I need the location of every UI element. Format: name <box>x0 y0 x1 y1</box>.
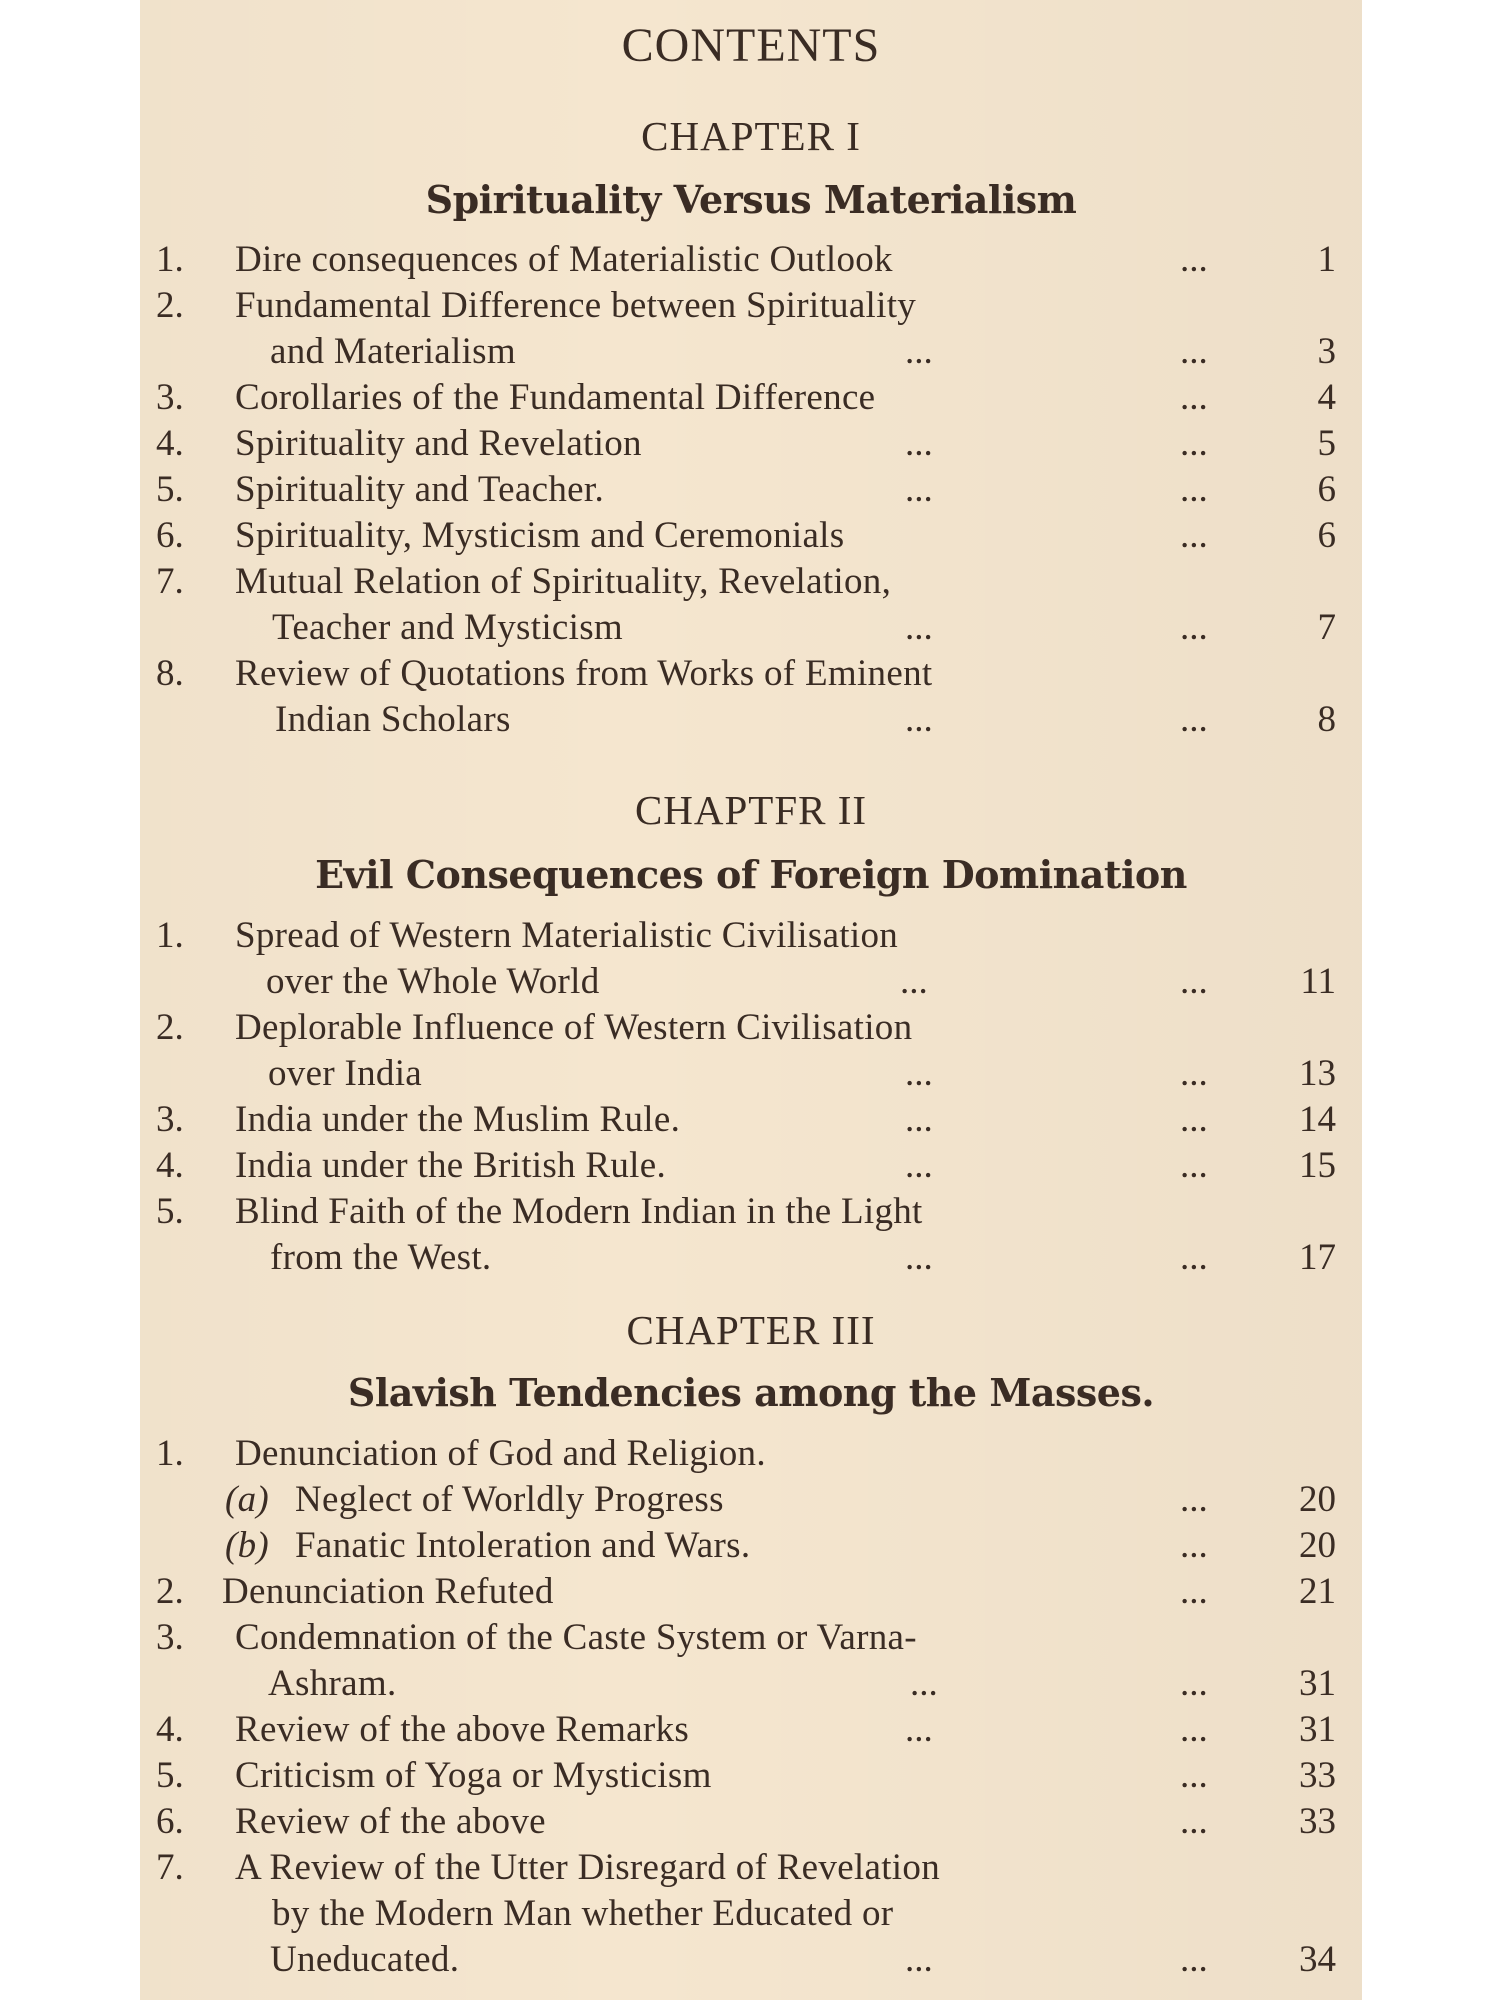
leader-dots: ... <box>1180 1801 1208 1842</box>
entry-number: 3. <box>156 1099 184 1140</box>
toc-entry <box>140 652 1362 696</box>
subentry-label: (b) <box>225 1525 270 1566</box>
entry-title: Mutual Relation of Spirituality, Revelation, <box>235 561 892 602</box>
entry-title: Spirituality and Teacher. <box>235 469 604 510</box>
entry-title: Condemnation of the Caste System or Varna- <box>235 1617 917 1658</box>
entry-number: 7. <box>156 1847 184 1888</box>
leader-dots: ... <box>1180 239 1208 280</box>
page-number: 21 <box>1299 1571 1336 1612</box>
toc-entry <box>140 1432 1362 1476</box>
entry-title: Denunciation Refuted <box>222 1571 554 1612</box>
leader-dots: ... <box>1180 423 1208 464</box>
page-number: 31 <box>1299 1663 1336 1704</box>
leader-dots: ... <box>1180 699 1208 740</box>
entry-number: 3. <box>156 1617 184 1658</box>
leader-dots: ... <box>905 1145 933 1186</box>
page-number: 3 <box>1317 331 1336 372</box>
entry-number: 6. <box>156 1801 184 1842</box>
entry-title: Fundamental Difference between Spirituality <box>235 285 917 326</box>
entry-title: Ashram. <box>268 1663 397 1704</box>
toc-entry-continuation <box>140 1236 1362 1280</box>
page-number: 20 <box>1299 1525 1336 1566</box>
entry-title: India under the British Rule. <box>235 1145 667 1186</box>
leader-dots: ... <box>1180 1525 1208 1566</box>
leader-dots: ... <box>905 469 933 510</box>
toc-entry <box>140 468 1362 512</box>
leader-dots: ... <box>905 1053 933 1094</box>
entry-title: Uneducated. <box>270 1939 460 1980</box>
entry-title: Review of the above <box>235 1801 546 1842</box>
entry-title: A Review of the Utter Disregard of Revelation <box>235 1847 940 1888</box>
toc-subentry <box>140 1524 1362 1568</box>
toc-entry-continuation <box>140 1052 1362 1096</box>
toc-subentry <box>140 1478 1362 1522</box>
leader-dots: ... <box>900 961 928 1002</box>
entry-number: 5. <box>156 469 184 510</box>
page-number: 31 <box>1299 1709 1336 1750</box>
entry-number: 4. <box>156 1709 184 1750</box>
entry-title: Dire consequences of Materialistic Outlook <box>235 239 893 280</box>
toc-entry <box>140 560 1362 604</box>
entry-title: over India <box>268 1053 423 1094</box>
page-number: 13 <box>1299 1053 1336 1094</box>
leader-dots: ... <box>1180 1571 1208 1612</box>
chapter-subtitle: Evil Consequences of Foreign Domination <box>315 852 1187 897</box>
subentry-label: (a) <box>225 1479 270 1520</box>
toc-entry <box>140 914 1362 958</box>
chapter-heading: CHAPTER III <box>626 1307 876 1353</box>
entry-number: 4. <box>156 423 184 464</box>
entry-number: 7. <box>156 561 184 602</box>
entry-title: Spread of Western Materialistic Civilisation <box>235 915 899 956</box>
toc-entry <box>140 1754 1362 1798</box>
page-number: 5 <box>1317 423 1336 464</box>
entry-title: Review of Quotations from Works of Eminent <box>235 653 933 694</box>
leader-dots: ... <box>1180 331 1208 372</box>
entry-title: Spirituality and Revelation <box>235 423 642 464</box>
entry-number: 3. <box>156 377 184 418</box>
entry-title: by the Modern Man whether Educated or <box>272 1893 894 1934</box>
toc-entry <box>140 1616 1362 1660</box>
entry-number: 2. <box>156 285 184 326</box>
entry-title: from the West. <box>270 1237 492 1278</box>
entry-number: 4. <box>156 1145 184 1186</box>
leader-dots: ... <box>1180 1145 1208 1186</box>
leader-dots: ... <box>905 607 933 648</box>
toc-entry <box>140 1846 1362 1890</box>
leader-dots: ... <box>905 699 933 740</box>
toc-entry <box>140 1570 1362 1614</box>
toc-entry <box>140 422 1362 466</box>
entry-title: Fanatic Intoleration and Wars. <box>295 1525 751 1566</box>
page-number: 6 <box>1317 469 1336 510</box>
toc-entry <box>140 514 1362 558</box>
leader-dots: ... <box>905 1709 933 1750</box>
leader-dots: ... <box>1180 1053 1208 1094</box>
page-title: CONTENTS <box>621 19 881 72</box>
page-number: 15 <box>1299 1145 1336 1186</box>
leader-dots: ... <box>905 331 933 372</box>
leader-dots: ... <box>905 1237 933 1278</box>
page-number: 4 <box>1317 377 1336 418</box>
page-number: 17 <box>1299 1237 1336 1278</box>
leader-dots: ... <box>1180 1237 1208 1278</box>
entry-number: 1. <box>156 915 184 956</box>
page-number: 33 <box>1299 1801 1336 1842</box>
toc-entry <box>140 1190 1362 1234</box>
page-number: 20 <box>1299 1479 1336 1520</box>
toc-entry-continuation <box>140 330 1362 374</box>
entry-title: Teacher and Mysticism <box>272 607 623 648</box>
entry-title: Blind Faith of the Modern Indian in the Light <box>235 1191 923 1232</box>
entry-number: 1. <box>156 239 184 280</box>
toc-entry-continuation <box>140 1662 1362 1706</box>
page-number: 34 <box>1299 1939 1336 1980</box>
entry-number: 1. <box>156 1433 184 1474</box>
toc-entry-continuation <box>140 606 1362 650</box>
entry-title: Review of the above Remarks <box>235 1709 690 1750</box>
entry-title: Spirituality, Mysticism and Ceremonials <box>235 515 845 556</box>
leader-dots: ... <box>1180 1479 1208 1520</box>
toc-entry <box>140 1006 1362 1050</box>
toc-entry-continuation <box>140 1938 1362 1982</box>
chapter-heading: CHAPTFR II <box>634 787 868 833</box>
toc-entry <box>140 284 1362 328</box>
entry-number: 5. <box>156 1191 184 1232</box>
toc-entry-continuation <box>140 1892 1362 1936</box>
toc-entry <box>140 1144 1362 1188</box>
toc-entry <box>140 238 1362 282</box>
page-number: 7 <box>1317 607 1336 648</box>
book-page <box>140 0 1362 2000</box>
leader-dots: ... <box>905 423 933 464</box>
entry-title: Neglect of Worldly Progress <box>295 1479 724 1520</box>
entry-title: India under the Muslim Rule. <box>235 1099 681 1140</box>
entry-number: 5. <box>156 1755 184 1796</box>
entry-title: Criticism of Yoga or Mysticism <box>235 1755 712 1796</box>
chapter-subtitle: Slavish Tendencies among the Masses. <box>347 1370 1155 1415</box>
entry-number: 6. <box>156 515 184 556</box>
page-number: 1 <box>1317 239 1336 280</box>
leader-dots: ... <box>1180 961 1208 1002</box>
page-number: 14 <box>1299 1099 1336 1140</box>
leader-dots: ... <box>1180 607 1208 648</box>
leader-dots: ... <box>905 1939 933 1980</box>
entry-title: over the Whole World <box>266 961 600 1002</box>
toc-entry-continuation <box>140 960 1362 1004</box>
leader-dots: ... <box>1180 469 1208 510</box>
entry-title: Denunciation of God and Religion. <box>235 1433 766 1474</box>
toc-entry <box>140 376 1362 420</box>
toc-entry <box>140 1708 1362 1752</box>
entry-title: Corollaries of the Fundamental Difference <box>235 377 876 418</box>
entry-title: Indian Scholars <box>275 699 511 740</box>
entry-number: 2. <box>156 1571 184 1612</box>
leader-dots: ... <box>1180 1663 1208 1704</box>
chapter-subtitle: Spirituality Versus Materialism <box>425 177 1077 222</box>
leader-dots: ... <box>1180 1099 1208 1140</box>
leader-dots: ... <box>1180 1709 1208 1750</box>
entry-title: Deplorable Influence of Western Civilisation <box>235 1007 913 1048</box>
leader-dots: ... <box>1180 1939 1208 1980</box>
page-number: 11 <box>1300 961 1336 1002</box>
entry-title: and Materialism <box>270 331 516 372</box>
leader-dots: ... <box>1180 377 1208 418</box>
page-number: 8 <box>1317 699 1336 740</box>
toc-entry <box>140 1800 1362 1844</box>
toc-entry <box>140 1098 1362 1142</box>
toc-entry-continuation <box>140 698 1362 742</box>
page-number: 33 <box>1299 1755 1336 1796</box>
page-number: 6 <box>1317 515 1336 556</box>
leader-dots: ... <box>905 1099 933 1140</box>
leader-dots: ... <box>910 1663 938 1704</box>
entry-number: 8. <box>156 653 184 694</box>
entry-number: 2. <box>156 1007 184 1048</box>
leader-dots: ... <box>1180 1755 1208 1796</box>
leader-dots: ... <box>1180 515 1208 556</box>
chapter-heading: CHAPTER I <box>641 113 861 159</box>
